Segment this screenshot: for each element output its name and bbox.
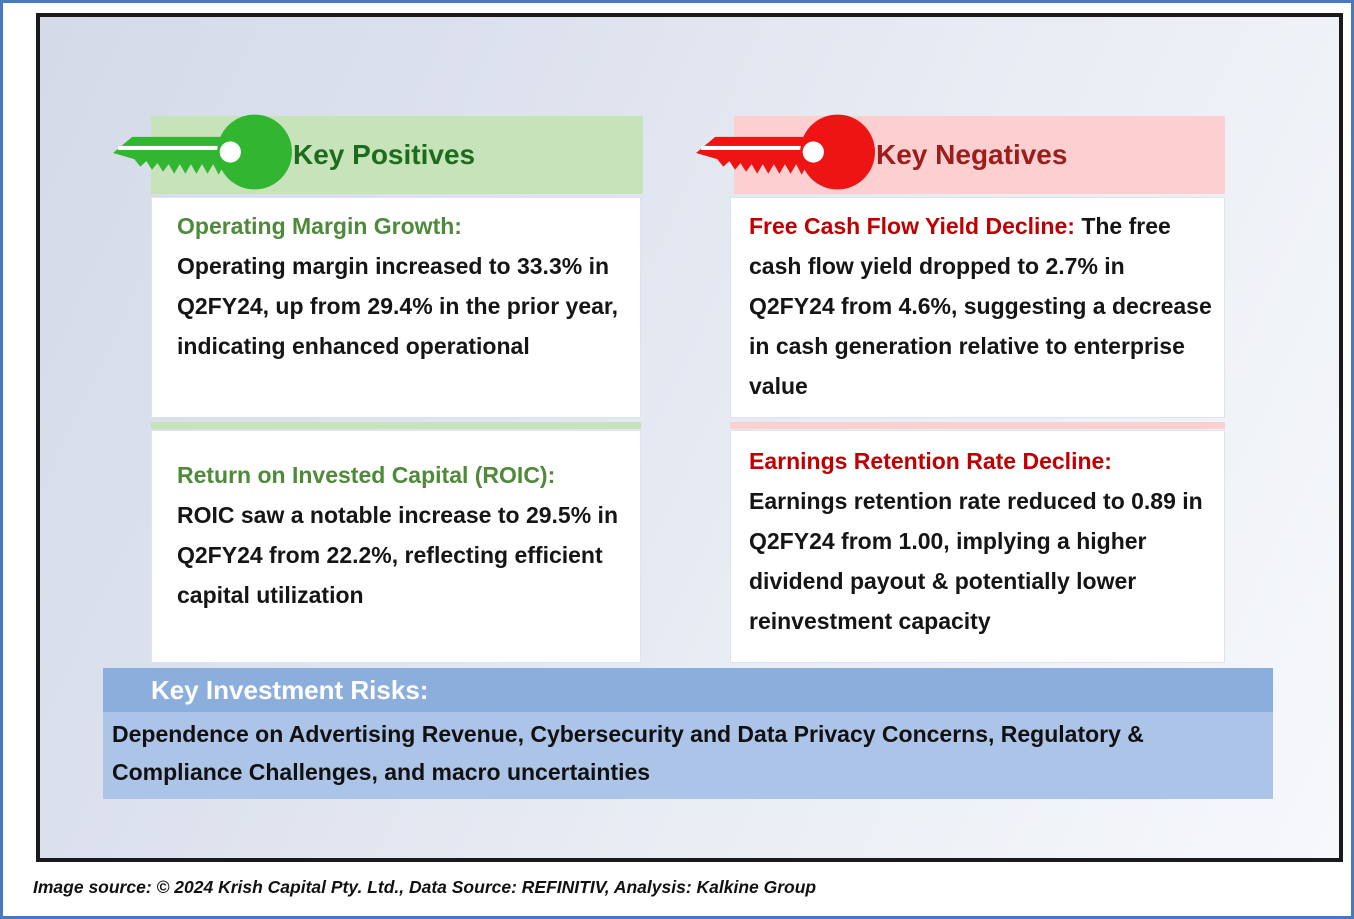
negative-card-fcf-yield (730, 197, 1225, 418)
positive-heading: Return on Invested Capital (ROIC): (177, 462, 556, 488)
positive-heading: Operating Margin Growth: (177, 213, 462, 239)
green-divider (151, 422, 641, 429)
key-negatives-title: Key Negatives (876, 139, 1068, 170)
positive-body: Operating margin increased to 33.3% in Q2FY24, up from 29.4% in the prior year, indicating enhanced operational (177, 253, 618, 359)
positive-card-operating-margin (151, 197, 641, 418)
positive-card-text (152, 198, 640, 366)
key-positives-banner (151, 116, 643, 194)
key-investment-risks-banner (103, 668, 1273, 799)
negative-card-text (731, 431, 1224, 641)
positive-card-text (152, 431, 640, 615)
negative-card-text (731, 198, 1224, 406)
positive-body: ROIC saw a notable increase to 29.5% in Q2FY24 from 22.2%, reflecting efficient capital utilization (177, 502, 618, 608)
negative-heading: Earnings Retention Rate Decline: (749, 448, 1112, 474)
positive-card-roic (151, 430, 641, 663)
key-icon-green (111, 110, 293, 194)
image-source-caption: Image source: © 2024 Krish Capital Pty. Ltd., Data Source: REFINITIV, Analysis: Kalkine Group (33, 877, 817, 897)
negative-heading: Free Cash Flow Yield Decline: (749, 213, 1075, 239)
negative-body: Earnings retention rate reduced to 0.89 in Q2FY24 from 1.00, implying a higher dividend payout & potentially lower reinvestment capacity (749, 488, 1203, 634)
negative-card-earnings-retention (730, 430, 1225, 663)
key-icon-red (694, 110, 876, 194)
key-positives-title: Key Positives (293, 139, 476, 170)
main-panel (36, 13, 1343, 862)
key-negatives-banner (734, 116, 1225, 194)
risks-body: Dependence on Advertising Revenue, Cybersecurity and Data Privacy Concerns, Regulatory & Compliance Challenges, and macro uncertainties (103, 712, 1273, 799)
negative-body: The free cash flow yield dropped to 2.7% in Q2FY24 from 4.6%, suggesting a decrease in cash generation relative to enterprise value (749, 213, 1212, 399)
pink-divider (730, 422, 1225, 429)
risks-title: Key Investment Risks: (103, 668, 1273, 712)
